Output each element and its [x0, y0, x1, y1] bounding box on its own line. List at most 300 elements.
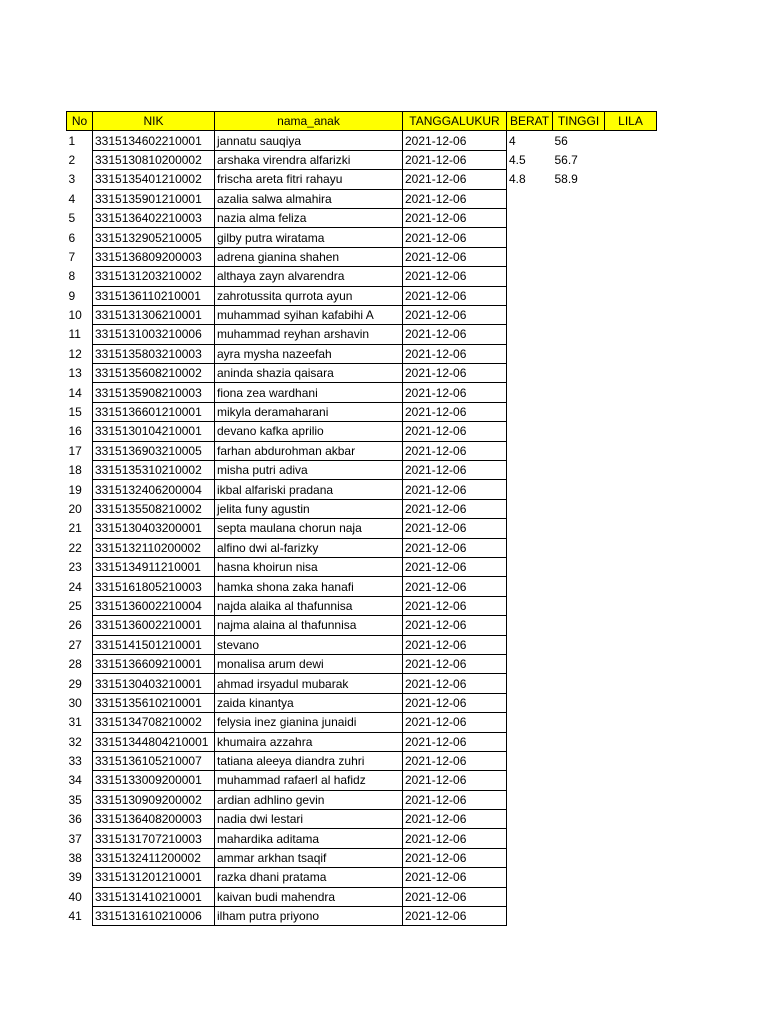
cell-tanggalukur[interactable]: 2021-12-06 — [403, 480, 507, 499]
cell-berat[interactable] — [507, 325, 553, 344]
cell-no[interactable]: 25 — [68, 598, 82, 613]
cell-tanggalukur[interactable]: 2021-12-06 — [403, 325, 507, 344]
cell-nik[interactable]: 33151344804210001 — [93, 732, 215, 751]
cell-nama-anak[interactable]: ahmad irsyadul mubarak — [215, 674, 403, 693]
cell-no[interactable]: 6 — [68, 230, 76, 245]
cell-tanggalukur[interactable]: 2021-12-06 — [403, 441, 507, 460]
cell-tanggalukur[interactable]: 2021-12-06 — [403, 499, 507, 518]
cell-tanggalukur[interactable]: 2021-12-06 — [403, 402, 507, 421]
cell-no[interactable]: 8 — [68, 269, 76, 284]
cell-lila[interactable] — [605, 208, 657, 227]
cell-tinggi[interactable] — [553, 713, 605, 732]
cell-tanggalukur[interactable]: 2021-12-06 — [403, 383, 507, 402]
cell-lila[interactable] — [605, 907, 657, 926]
cell-berat[interactable] — [507, 402, 553, 421]
cell-no[interactable]: 4 — [68, 191, 76, 206]
cell-no[interactable]: 34 — [68, 773, 82, 788]
cell-nik[interactable]: 3315131201210001 — [93, 868, 215, 887]
cell-no[interactable]: 40 — [68, 889, 82, 904]
cell-tanggalukur[interactable]: 2021-12-06 — [403, 344, 507, 363]
cell-nama-anak[interactable]: ammar arkhan tsaqif — [215, 848, 403, 867]
cell-lila[interactable] — [605, 286, 657, 305]
cell-nik[interactable]: 3315130104210001 — [93, 422, 215, 441]
cell-no[interactable]: 37 — [68, 831, 82, 846]
cell-nama-anak[interactable]: najma alaina al thafunnisa — [215, 616, 403, 635]
cell-berat[interactable] — [507, 654, 553, 673]
cell-tanggalukur[interactable]: 2021-12-06 — [403, 790, 507, 809]
cell-lila[interactable] — [605, 732, 657, 751]
cell-nama-anak[interactable]: kaivan budi mahendra — [215, 887, 403, 906]
cell-no[interactable]: 1 — [68, 133, 76, 148]
cell-tanggalukur[interactable]: 2021-12-06 — [403, 286, 507, 305]
cell-no[interactable]: 23 — [68, 560, 82, 575]
cell-nama-anak[interactable]: felysia inez gianina junaidi — [215, 713, 403, 732]
cell-no[interactable]: 35 — [68, 792, 82, 807]
cell-tanggalukur[interactable]: 2021-12-06 — [403, 422, 507, 441]
cell-nik[interactable]: 3315136105210007 — [93, 751, 215, 770]
cell-nama-anak[interactable]: frischa areta fitri rahayu — [215, 170, 403, 189]
cell-no[interactable]: 12 — [68, 346, 82, 361]
cell-berat[interactable] — [507, 208, 553, 227]
cell-berat[interactable] — [507, 480, 553, 499]
cell-berat[interactable] — [507, 364, 553, 383]
cell-berat[interactable]: 4.8 — [509, 172, 526, 187]
cell-tanggalukur[interactable]: 2021-12-06 — [403, 887, 507, 906]
cell-tanggalukur[interactable]: 2021-12-06 — [403, 596, 507, 615]
cell-tinggi[interactable] — [553, 654, 605, 673]
cell-lila[interactable] — [605, 480, 657, 499]
cell-lila[interactable] — [605, 364, 657, 383]
cell-nik[interactable]: 3315135610210001 — [93, 693, 215, 712]
cell-nama-anak[interactable]: nadia dwi lestari — [215, 810, 403, 829]
cell-tinggi[interactable] — [553, 557, 605, 576]
table-row — [67, 170, 657, 189]
cell-berat[interactable] — [507, 635, 553, 654]
cell-nama-anak[interactable]: khumaira azzahra — [215, 732, 403, 751]
cell-lila[interactable] — [605, 577, 657, 596]
table-row — [67, 267, 657, 286]
cell-lila[interactable] — [605, 150, 657, 169]
cell-nik[interactable]: 3315136809200003 — [93, 247, 215, 266]
table-row — [67, 325, 657, 344]
header-lila[interactable]: LILA — [605, 112, 657, 131]
cell-nama-anak[interactable]: zahrotussita qurrota ayun — [215, 286, 403, 305]
cell-no[interactable]: 33 — [68, 754, 82, 769]
cell-nik[interactable]: 3315135901210001 — [93, 189, 215, 208]
cell-berat[interactable] — [507, 557, 553, 576]
table-row — [67, 499, 657, 518]
cell-no[interactable]: 3 — [68, 172, 76, 187]
cell-berat[interactable] — [507, 441, 553, 460]
cell-berat[interactable] — [507, 228, 553, 247]
cell-nik[interactable]: 3315136402210003 — [93, 208, 215, 227]
cell-nama-anak[interactable]: hasna khoirun nisa — [215, 557, 403, 576]
cell-tinggi[interactable] — [553, 305, 605, 324]
cell-tanggalukur[interactable]: 2021-12-06 — [403, 538, 507, 557]
cell-nama-anak[interactable]: zaida kinantya — [215, 693, 403, 712]
cell-nama-anak[interactable]: stevano — [215, 635, 403, 654]
cell-tinggi[interactable] — [553, 810, 605, 829]
cell-nama-anak[interactable]: monalisa arum dewi — [215, 654, 403, 673]
cell-tinggi[interactable] — [553, 693, 605, 712]
cell-no[interactable]: 27 — [68, 637, 82, 652]
cell-nik[interactable]: 3315135401210002 — [93, 170, 215, 189]
cell-tanggalukur[interactable]: 2021-12-06 — [403, 364, 507, 383]
cell-tinggi[interactable] — [553, 228, 605, 247]
cell-berat[interactable] — [507, 713, 553, 732]
cell-no[interactable]: 36 — [68, 812, 82, 827]
cell-tinggi[interactable] — [553, 480, 605, 499]
cell-lila[interactable] — [605, 422, 657, 441]
cell-lila[interactable] — [605, 441, 657, 460]
cell-tinggi[interactable] — [553, 344, 605, 363]
cell-berat[interactable] — [507, 596, 553, 615]
cell-tanggalukur[interactable]: 2021-12-06 — [403, 557, 507, 576]
cell-tinggi[interactable] — [553, 538, 605, 557]
cell-lila[interactable] — [605, 868, 657, 887]
cell-tanggalukur[interactable]: 2021-12-06 — [403, 732, 507, 751]
cell-tanggalukur[interactable]: 2021-12-06 — [403, 751, 507, 770]
cell-tinggi[interactable] — [553, 635, 605, 654]
cell-nama-anak[interactable]: mikyla deramaharani — [215, 402, 403, 421]
cell-nik[interactable]: 3315141501210001 — [93, 635, 215, 654]
cell-tinggi[interactable] — [553, 286, 605, 305]
cell-lila[interactable] — [605, 461, 657, 480]
cell-nama-anak[interactable]: althaya zayn alvarendra — [215, 267, 403, 286]
cell-tinggi[interactable] — [553, 907, 605, 926]
cell-lila[interactable] — [605, 325, 657, 344]
cell-nama-anak[interactable]: mahardika aditama — [215, 829, 403, 848]
cell-tanggalukur[interactable]: 2021-12-06 — [403, 305, 507, 324]
cell-nik[interactable]: 3315132905210005 — [93, 228, 215, 247]
cell-berat[interactable] — [507, 267, 553, 286]
cell-tanggalukur[interactable]: 2021-12-06 — [403, 868, 507, 887]
cell-lila[interactable] — [605, 693, 657, 712]
cell-tanggalukur[interactable]: 2021-12-06 — [403, 247, 507, 266]
header-no[interactable]: No — [67, 112, 93, 131]
cell-no[interactable]: 21 — [68, 521, 82, 536]
cell-no[interactable]: 11 — [68, 327, 81, 342]
cell-lila[interactable] — [605, 751, 657, 770]
cell-tinggi[interactable] — [553, 208, 605, 227]
cell-nik[interactable]: 3315134708210002 — [93, 713, 215, 732]
cell-nama-anak[interactable]: muhammad reyhan arshavin — [215, 325, 403, 344]
cell-lila[interactable] — [605, 402, 657, 421]
cell-tanggalukur[interactable]: 2021-12-06 — [403, 654, 507, 673]
cell-berat[interactable] — [507, 790, 553, 809]
cell-nik[interactable]: 3315130403200001 — [93, 519, 215, 538]
cell-berat[interactable] — [507, 383, 553, 402]
cell-nama-anak[interactable]: tatiana aleeya diandra zuhri — [215, 751, 403, 770]
cell-no[interactable]: 16 — [68, 424, 82, 439]
cell-lila[interactable] — [605, 674, 657, 693]
header-tanggalukur[interactable]: TANGGALUKUR — [403, 112, 507, 131]
cell-nik[interactable]: 3315132110200002 — [93, 538, 215, 557]
cell-tinggi[interactable] — [553, 364, 605, 383]
cell-berat[interactable] — [507, 907, 553, 926]
cell-berat[interactable] — [507, 674, 553, 693]
cell-no[interactable]: 20 — [68, 502, 82, 516]
cell-tanggalukur[interactable]: 2021-12-06 — [403, 228, 507, 247]
cell-nik[interactable]: 3315131003210006 — [93, 325, 215, 344]
cell-no[interactable]: 19 — [68, 482, 82, 497]
cell-nik[interactable]: 3315131306210001 — [93, 305, 215, 324]
cell-nik[interactable]: 3315136601210001 — [93, 402, 215, 421]
cell-nama-anak[interactable]: devano kafka aprilio — [215, 422, 403, 441]
cell-tinggi[interactable] — [553, 848, 605, 867]
cell-tinggi[interactable] — [553, 790, 605, 809]
cell-lila[interactable] — [605, 713, 657, 732]
cell-berat[interactable] — [507, 868, 553, 887]
cell-tinggi[interactable] — [553, 247, 605, 266]
cell-berat[interactable] — [507, 189, 553, 208]
cell-no[interactable]: 2 — [68, 152, 76, 167]
header-nama-anak[interactable]: nama_anak — [215, 112, 403, 131]
cell-lila[interactable] — [605, 305, 657, 324]
cell-berat[interactable] — [507, 732, 553, 751]
cell-tinggi[interactable] — [553, 267, 605, 286]
cell-nama-anak[interactable]: aninda shazia qaisara — [215, 364, 403, 383]
cell-tanggalukur[interactable]: 2021-12-06 — [403, 616, 507, 635]
cell-tinggi[interactable] — [553, 829, 605, 848]
cell-no[interactable]: 24 — [68, 579, 82, 594]
cell-no[interactable]: 38 — [68, 851, 82, 866]
cell-berat[interactable] — [507, 247, 553, 266]
cell-tanggalukur[interactable]: 2021-12-06 — [403, 577, 507, 596]
cell-tinggi[interactable] — [553, 868, 605, 887]
cell-lila[interactable] — [605, 170, 657, 189]
cell-no[interactable]: 18 — [68, 463, 82, 478]
cell-nik[interactable]: 3315134602210001 — [93, 131, 215, 150]
cell-no[interactable]: 26 — [68, 618, 82, 633]
cell-nama-anak[interactable]: razka dhani pratama — [215, 868, 403, 887]
cell-tanggalukur[interactable]: 2021-12-06 — [403, 771, 507, 790]
cell-nama-anak[interactable]: azalia salwa almahira — [215, 189, 403, 208]
header-berat[interactable]: BERAT — [507, 112, 553, 131]
header-tinggi[interactable]: TINGGI — [553, 112, 605, 131]
cell-berat[interactable] — [507, 422, 553, 441]
cell-tanggalukur[interactable]: 2021-12-06 — [403, 131, 507, 150]
cell-tanggalukur[interactable]: 2021-12-06 — [403, 519, 507, 538]
cell-lila[interactable] — [605, 499, 657, 518]
cell-nama-anak[interactable]: ayra mysha nazeefah — [215, 344, 403, 363]
cell-tinggi[interactable] — [553, 441, 605, 460]
cell-tanggalukur[interactable]: 2021-12-06 — [403, 848, 507, 867]
cell-nik[interactable]: 3315134911210001 — [93, 557, 215, 576]
cell-tanggalukur[interactable]: 2021-12-06 — [403, 208, 507, 227]
cell-lila[interactable] — [605, 267, 657, 286]
cell-berat[interactable] — [507, 829, 553, 848]
cell-no[interactable]: 30 — [68, 695, 82, 710]
cell-berat[interactable] — [507, 538, 553, 557]
cell-nik[interactable]: 3315131610210006 — [93, 907, 215, 926]
cell-lila[interactable] — [605, 829, 657, 848]
cell-no[interactable]: 14 — [68, 385, 82, 400]
cell-berat[interactable] — [507, 344, 553, 363]
cell-berat[interactable] — [507, 848, 553, 867]
cell-tinggi[interactable]: 58.9 — [554, 172, 578, 187]
cell-lila[interactable] — [605, 228, 657, 247]
cell-nik[interactable]: 3315136002210001 — [93, 616, 215, 635]
table-row — [67, 635, 657, 654]
cell-nik[interactable]: 3315131410210001 — [93, 887, 215, 906]
cell-nik[interactable]: 3315130909200002 — [93, 790, 215, 809]
cell-lila[interactable] — [605, 131, 657, 150]
cell-nik[interactable]: 3315132406200004 — [93, 480, 215, 499]
cell-nama-anak[interactable]: muhammad rafaerl al hafidz — [215, 771, 403, 790]
cell-tinggi[interactable]: 56.7 — [554, 152, 578, 167]
cell-nama-anak[interactable]: alfino dwi al-farizky — [215, 538, 403, 557]
cell-no[interactable]: 29 — [68, 676, 82, 691]
cell-tinggi[interactable] — [553, 499, 605, 518]
cell-lila[interactable] — [605, 771, 657, 790]
cell-nama-anak[interactable]: farhan abdurohman akbar — [215, 441, 403, 460]
cell-no[interactable]: 22 — [68, 540, 82, 555]
cell-nik[interactable]: 3315135310210002 — [93, 461, 215, 480]
table-row — [67, 693, 657, 712]
cell-nik[interactable]: 3315136609210001 — [93, 654, 215, 673]
cell-tanggalukur[interactable]: 2021-12-06 — [403, 674, 507, 693]
cell-no[interactable]: 28 — [68, 657, 82, 672]
cell-no[interactable]: 41 — [68, 909, 82, 924]
cell-tinggi[interactable] — [553, 422, 605, 441]
cell-nama-anak[interactable]: adrena gianina shahen — [215, 247, 403, 266]
cell-nama-anak[interactable]: septa maulana chorun naja — [215, 519, 403, 538]
cell-tanggalukur[interactable]: 2021-12-06 — [403, 810, 507, 829]
cell-nama-anak[interactable]: fiona zea wardhani — [215, 383, 403, 402]
cell-no[interactable]: 9 — [68, 288, 76, 303]
cell-tinggi[interactable] — [553, 887, 605, 906]
cell-tinggi[interactable] — [553, 461, 605, 480]
cell-lila[interactable] — [605, 247, 657, 266]
cell-nama-anak[interactable]: jannatu sauqiya — [215, 131, 403, 150]
cell-berat[interactable] — [507, 887, 553, 906]
cell-tanggalukur[interactable]: 2021-12-06 — [403, 907, 507, 926]
cell-nik[interactable]: 3315135508210002 — [93, 499, 215, 518]
cell-lila[interactable] — [605, 538, 657, 557]
cell-nama-anak[interactable]: ikbal alfariski pradana — [215, 480, 403, 499]
cell-tinggi[interactable] — [553, 751, 605, 770]
cell-lila[interactable] — [605, 189, 657, 208]
cell-nama-anak[interactable]: nazia alma feliza — [215, 208, 403, 227]
cell-no[interactable]: 31 — [68, 715, 82, 730]
cell-lila[interactable] — [605, 887, 657, 906]
cell-berat[interactable] — [507, 616, 553, 635]
cell-berat[interactable] — [507, 771, 553, 790]
cell-tinggi[interactable] — [553, 519, 605, 538]
cell-tinggi[interactable] — [553, 325, 605, 344]
cell-nik[interactable]: 3315131707210003 — [93, 829, 215, 848]
cell-nama-anak[interactable]: ardian adhlino gevin — [215, 790, 403, 809]
cell-nik[interactable]: 3315130403210001 — [93, 674, 215, 693]
cell-no[interactable]: 17 — [68, 443, 82, 458]
cell-berat[interactable]: 4 — [509, 133, 516, 148]
cell-nik[interactable]: 3315135803210003 — [93, 344, 215, 363]
cell-tinggi[interactable] — [553, 383, 605, 402]
cell-tanggalukur[interactable]: 2021-12-06 — [403, 189, 507, 208]
cell-lila[interactable] — [605, 557, 657, 576]
cell-no[interactable]: 10 — [68, 308, 82, 323]
cell-no[interactable]: 7 — [68, 249, 76, 264]
cell-tinggi[interactable] — [553, 402, 605, 421]
cell-no[interactable]: 5 — [68, 211, 76, 226]
cell-tinggi[interactable]: 56 — [554, 133, 568, 148]
cell-nama-anak[interactable]: arshaka virendra alfarizki — [215, 150, 403, 169]
cell-tanggalukur[interactable]: 2021-12-06 — [403, 170, 507, 189]
cell-nama-anak[interactable]: gilby putra wiratama — [215, 228, 403, 247]
cell-tanggalukur[interactable]: 2021-12-06 — [403, 693, 507, 712]
cell-tanggalukur[interactable]: 2021-12-06 — [403, 635, 507, 654]
cell-tanggalukur[interactable]: 2021-12-06 — [403, 267, 507, 286]
cell-nik[interactable]: 3315130810200002 — [93, 150, 215, 169]
header-nik[interactable]: NIK — [93, 112, 215, 131]
cell-lila[interactable] — [605, 848, 657, 867]
cell-tanggalukur[interactable]: 2021-12-06 — [403, 150, 507, 169]
cell-tanggalukur[interactable]: 2021-12-06 — [403, 713, 507, 732]
cell-lila[interactable] — [605, 596, 657, 615]
cell-no[interactable]: 13 — [68, 366, 82, 381]
cell-nik[interactable]: 3315135908210003 — [93, 383, 215, 402]
cell-berat[interactable]: 4.5 — [509, 152, 526, 167]
cell-no[interactable]: 39 — [68, 870, 82, 885]
cell-nik[interactable]: 3315135608210002 — [93, 364, 215, 383]
cell-nama-anak[interactable]: jelita funy agustin — [215, 499, 403, 518]
cell-nama-anak[interactable]: hamka shona zaka hanafi — [215, 577, 403, 596]
cell-tinggi[interactable] — [553, 674, 605, 693]
cell-tinggi[interactable] — [553, 771, 605, 790]
cell-berat[interactable] — [507, 577, 553, 596]
cell-lila[interactable] — [605, 383, 657, 402]
cell-nik[interactable]: 3315132411200002 — [93, 848, 215, 867]
cell-lila[interactable] — [605, 790, 657, 809]
cell-tanggalukur[interactable]: 2021-12-06 — [403, 829, 507, 848]
cell-berat[interactable] — [507, 693, 553, 712]
cell-tanggalukur[interactable]: 2021-12-06 — [403, 461, 507, 480]
cell-tinggi[interactable] — [553, 596, 605, 615]
cell-no[interactable]: 15 — [68, 405, 82, 420]
cell-berat[interactable] — [507, 461, 553, 480]
cell-tinggi[interactable] — [553, 577, 605, 596]
cell-nik[interactable]: 3315131203210002 — [93, 267, 215, 286]
cell-nama-anak[interactable]: muhammad syihan kafabihi A — [215, 305, 403, 324]
cell-berat[interactable] — [507, 751, 553, 770]
cell-lila[interactable] — [605, 519, 657, 538]
cell-nik[interactable]: 3315136110210001 — [93, 286, 215, 305]
cell-nik[interactable]: 3315161805210003 — [93, 577, 215, 596]
cell-lila[interactable] — [605, 344, 657, 363]
cell-berat[interactable] — [507, 305, 553, 324]
cell-nik[interactable]: 3315136408200003 — [93, 810, 215, 829]
cell-lila[interactable] — [605, 616, 657, 635]
cell-lila[interactable] — [605, 654, 657, 673]
cell-nik[interactable]: 3315136903210005 — [93, 441, 215, 460]
cell-berat[interactable] — [507, 286, 553, 305]
cell-tinggi[interactable] — [553, 616, 605, 635]
cell-nama-anak[interactable]: najda alaika al thafunnisa — [215, 596, 403, 615]
cell-lila[interactable] — [605, 635, 657, 654]
cell-no[interactable]: 32 — [68, 734, 82, 749]
cell-lila[interactable] — [605, 810, 657, 829]
cell-nama-anak[interactable]: ilham putra priyono — [215, 907, 403, 926]
cell-nama-anak[interactable]: misha putri adiva — [215, 461, 403, 480]
cell-tinggi[interactable] — [553, 189, 605, 208]
cell-berat[interactable] — [507, 519, 553, 538]
cell-tinggi[interactable] — [553, 732, 605, 751]
cell-nik[interactable]: 3315133009200001 — [93, 771, 215, 790]
cell-berat[interactable] — [507, 810, 553, 829]
cell-nik[interactable]: 3315136002210004 — [93, 596, 215, 615]
cell-berat[interactable] — [507, 499, 553, 518]
